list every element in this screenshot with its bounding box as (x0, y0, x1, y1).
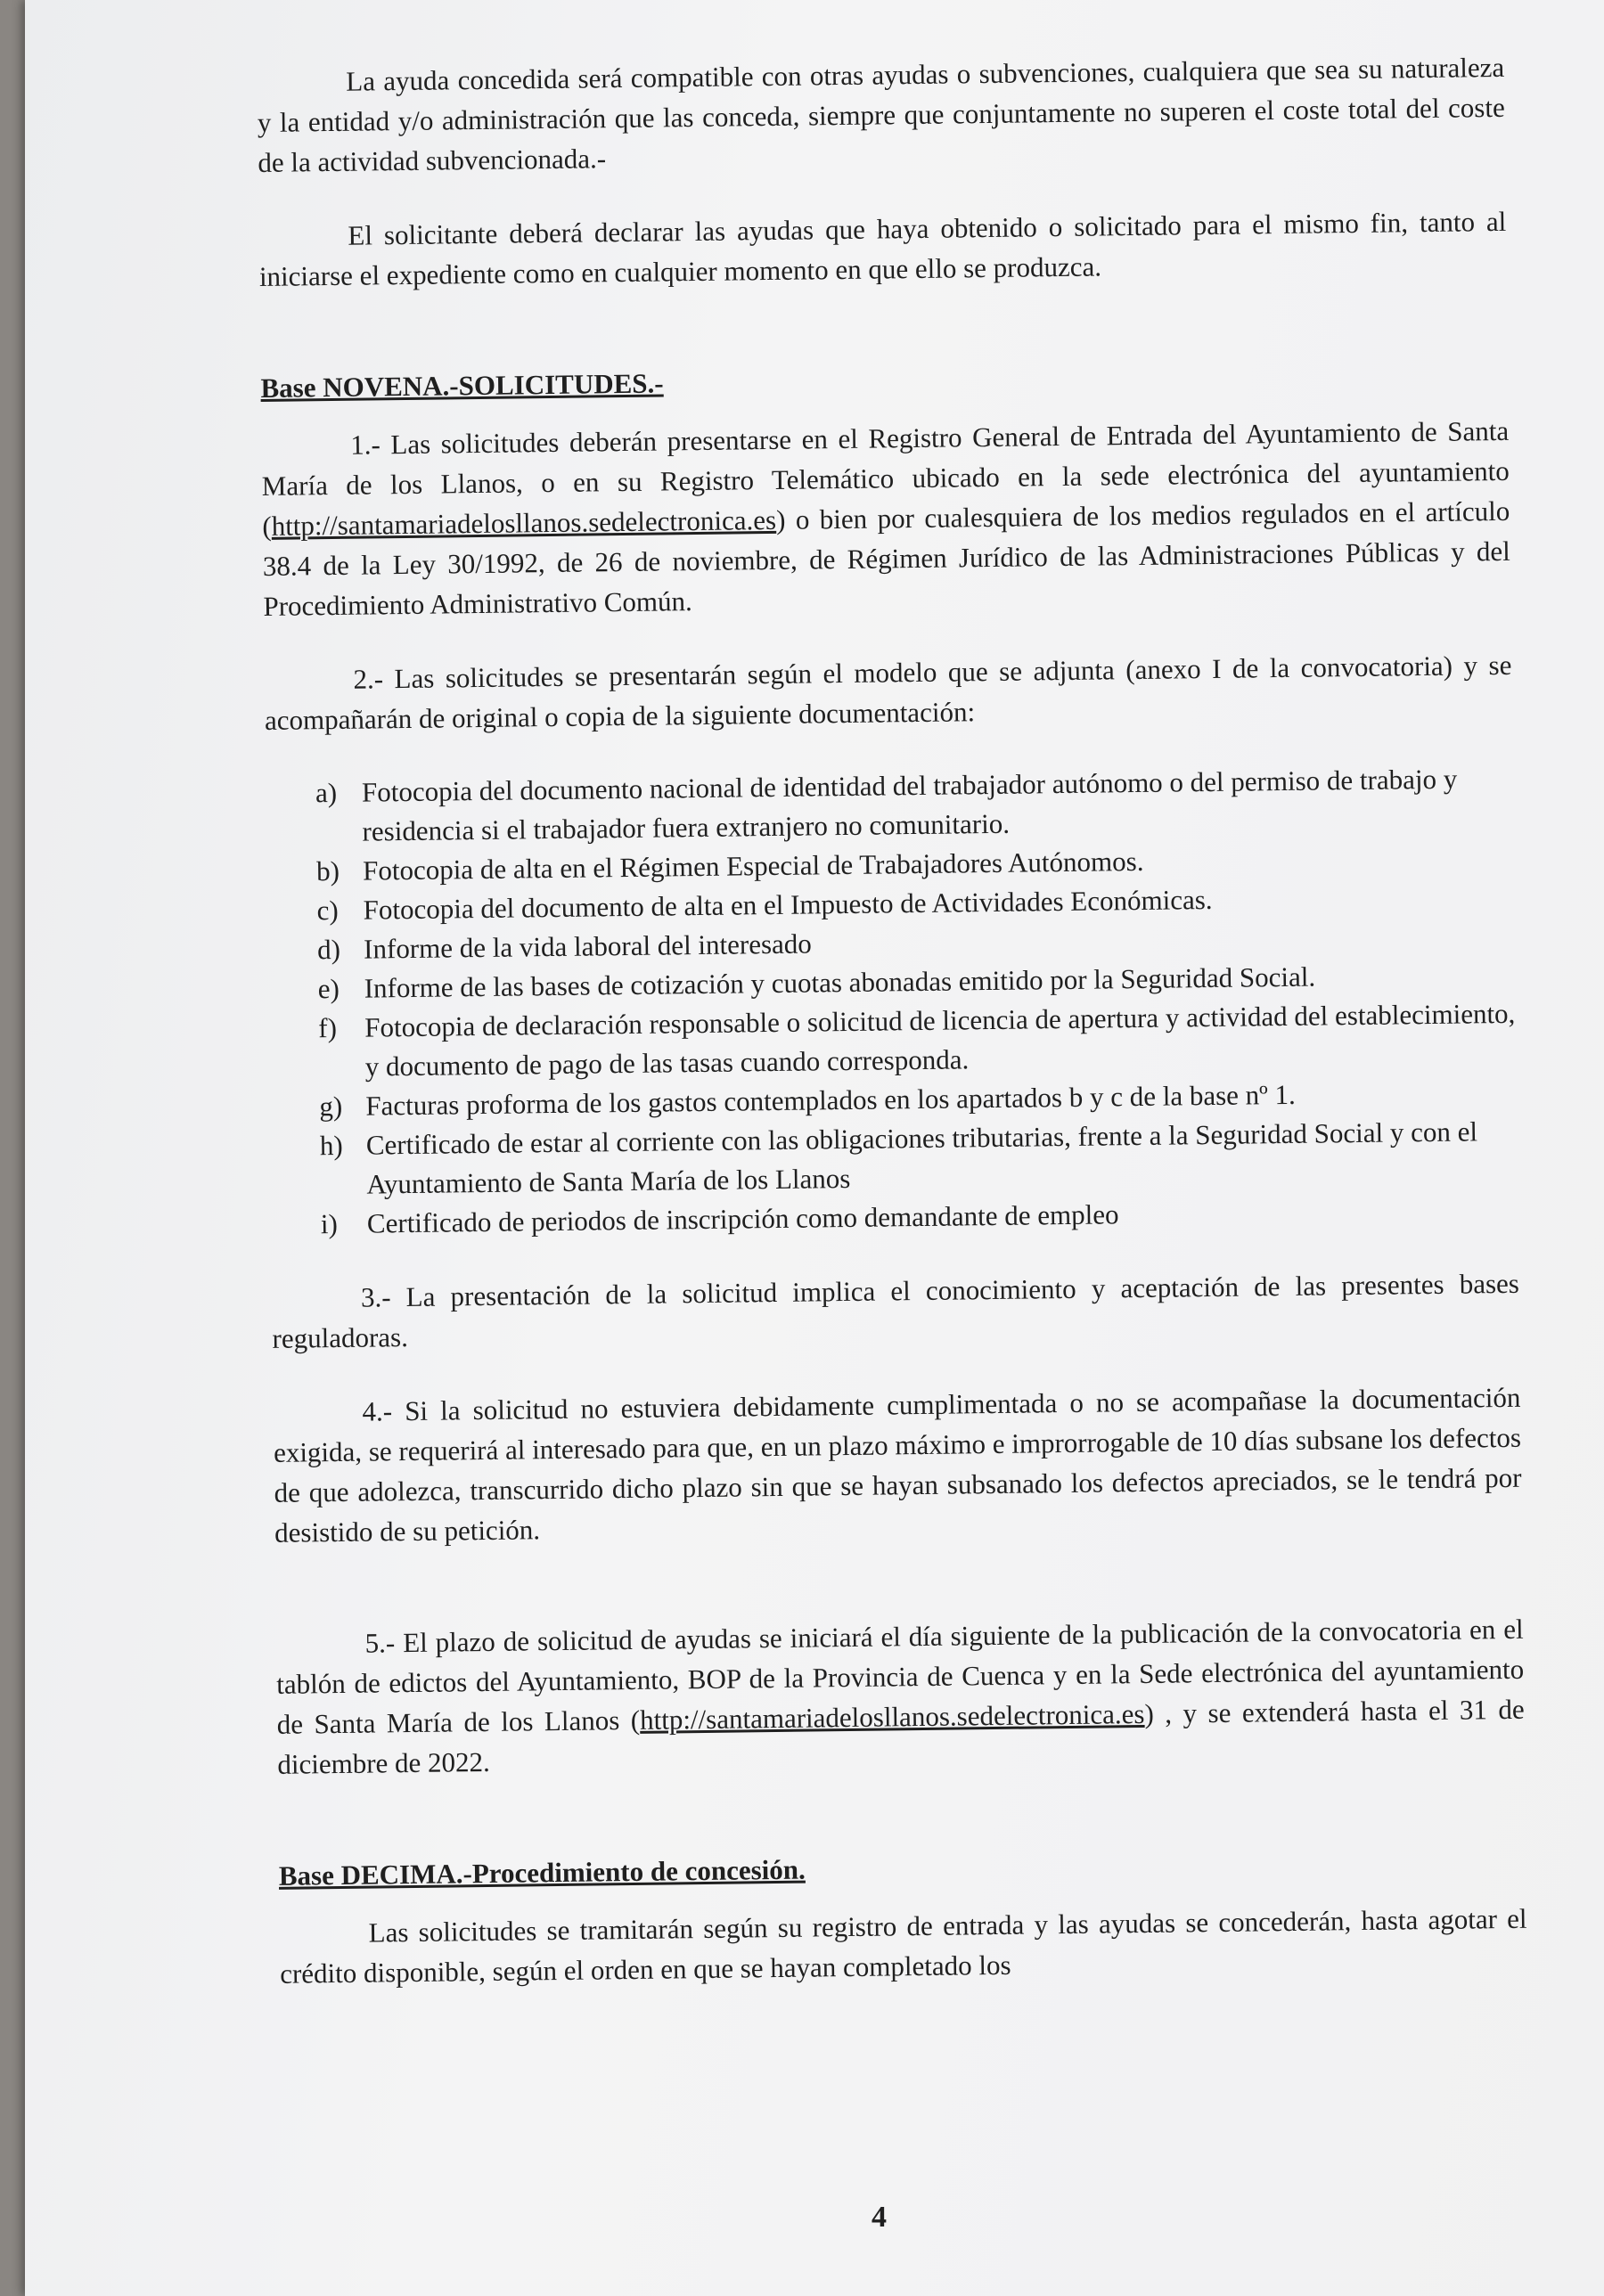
page-content (257, 47, 1527, 1994)
sede-electronica-link[interactable]: http://santamariadelosllanos.sedelectronica.es (639, 1697, 1145, 1736)
list-item-letter: b) (315, 854, 340, 887)
heading-base-novena: Base NOVENA.-SOLICITUDES.- (260, 367, 664, 404)
novena-item-5-text: 5.- El plazo de solicitud de ayudas se iniciará el día siguiente de la publicación de la convocatoria en el tablón de edictos del Ayuntamiento, BOP de la Provincia de Cuenca y en la Sede electrónica del ayuntamiento de Santa María de los Llanos ( (276, 1613, 1525, 1740)
novena-item-2: 2.- Las solicitudes se presentarán según el modelo que se adjunta (anexo I de la convocatoria) y se acompañarán de original o copia de la siguiente documentación: (264, 649, 1512, 736)
list-item (320, 1112, 1518, 1205)
novena-item-5 (275, 1609, 1525, 1785)
paragraph-compatibility: La ayuda concedida será compatible con otras ayudas o subvenciones, cualquiera que sea su naturaleza y la entidad y/o administración que las conceda, siempre que conjuntamente no superen el coste total del coste de la actividad subvencionada.- (257, 51, 1505, 178)
decima-paragraph: Las solicitudes se tramitarán según su registro de entrada y las ayudas se concederán, hasta agotar el crédito disponible, según el orden en que se hayan completado los (279, 1902, 1527, 1990)
list-item-text: Certificado de periodos de inscripción como demandante de empleo (366, 1198, 1119, 1239)
heading-base-decima: Base DECIMA.-Procedimiento de concesión. (278, 1853, 806, 1892)
sede-electronica-link[interactable]: http://santamariadelosllanos.sedelectronica.es (271, 503, 777, 542)
novena-item-5-text-end: ) , y se extenderá hasta el 31 de diciembre de 2022. (277, 1693, 1525, 1780)
list-item-text: Informe de la vida laboral del interesado (363, 927, 813, 965)
novena-item-1-text: 1.- Las solicitudes deberán presentarse en el Registro General de Entrada del Ayuntamiento de Santa María de los Llanos, o en su Registro Telemático ubicado en la sede electrónica del ayuntamiento ( (261, 414, 1510, 542)
list-item (318, 994, 1517, 1087)
paragraph-declaration: El solicitante deberá declarar las ayudas que haya obtenido o solicitado para el mismo fin, tanto al iniciarse el expediente como en cualquier momento en que ello se produzca. (258, 205, 1507, 292)
list-item-letter: g) (319, 1090, 343, 1123)
list-item-letter: h) (319, 1129, 343, 1162)
list-item-letter: c) (316, 894, 339, 927)
documentation-list (266, 759, 1518, 1245)
list-item (315, 759, 1514, 852)
novena-item-4: 4.- Si la solicitud no estuviera debidamente cumplimentada o no se acompañase la documentación exigida, se requerirá al interesado para que, en un plazo máximo e improrrogable de 10 días subsane los defectos de que adolezca, transcurrido dicho plazo sin que se hayan subsanado los defectos apreciados, se le tendrá por desistido de su petición. (273, 1381, 1522, 1548)
novena-item-1-text-end: ) o bien por cualesquiera de los medios regulados en el artículo 38.4 de la Ley 30/1992, de 26 de noviembre, de Régimen Jurídico de las Administraciones Públicas y del Procedimiento Administrativo Común. (262, 494, 1511, 622)
list-item-text: Fotocopia de alta en el Régimen Especial de Trabajadores Autónomos. (362, 845, 1144, 887)
page-number: 4 (872, 2201, 887, 2234)
list-item-text: Fotocopia de declaración responsable o solicitud de licencia de apertura y actividad del establecimiento, y documento de pago de las tasas cuando corresponda. (364, 997, 1516, 1083)
list-item-letter: f) (318, 1011, 338, 1044)
list-item-letter: e) (317, 972, 340, 1005)
list-item-text: Fotocopia del documento de alta en el Impuesto de Actividades Económicas. (363, 883, 1213, 926)
list-item-text: Informe de las bases de cotización y cuotas abonadas emitido por la Seguridad Social. (364, 960, 1316, 1004)
document-page (25, 0, 1604, 2296)
list-item-letter: a) (315, 776, 338, 809)
list-item-letter: d) (316, 933, 341, 966)
novena-item-3: 3.- La presentación de la solicitud implica el conocimiento y aceptación de las presentes bases reguladoras. (272, 1267, 1520, 1354)
list-item-letter: i) (320, 1207, 339, 1240)
list-item-text: Certificado de estar al corriente con las obligaciones tributarias, frente a la Seguridad Social y con el Ayuntamiento de Santa María de los Llanos (365, 1115, 1478, 1200)
novena-item-1 (261, 411, 1511, 626)
list-item-text: Facturas proforma de los gastos contemplados en los apartados b y c de la base nº 1. (365, 1078, 1296, 1122)
list-item-text: Fotocopia del documento nacional de identidad del trabajador autónomo o del permiso de trabajo y residencia si el trabajador fuera extranjero no comunitario. (361, 763, 1458, 847)
